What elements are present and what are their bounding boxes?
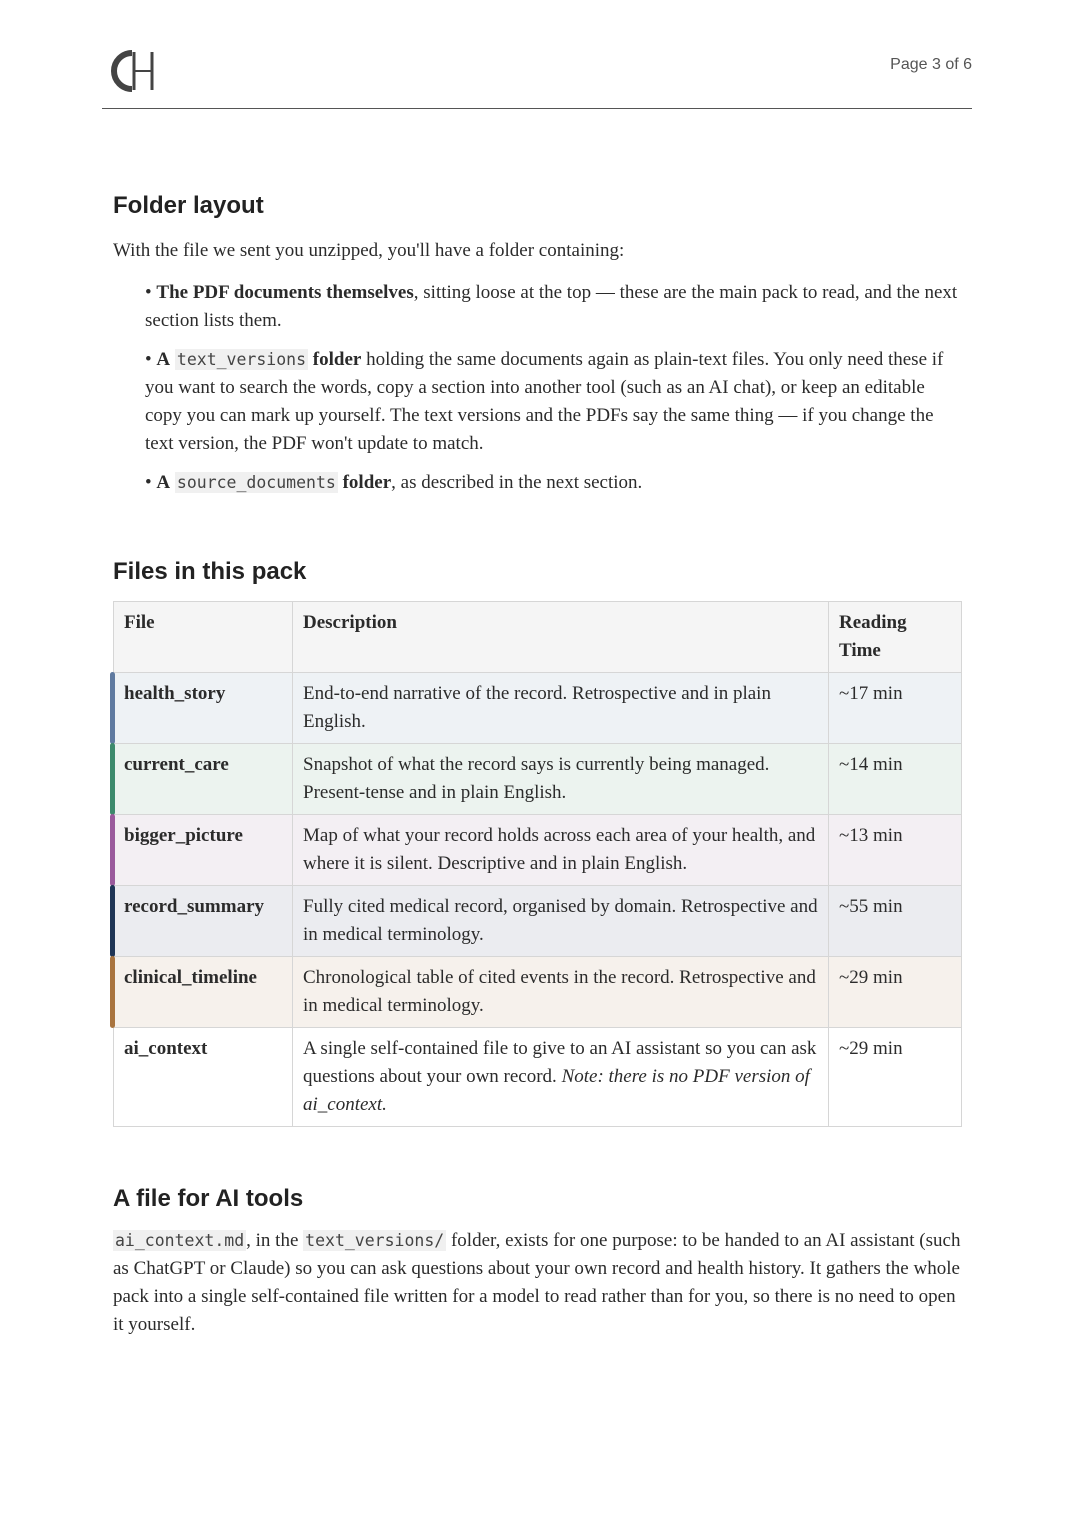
column-header-reading-time: Reading Time bbox=[829, 601, 962, 672]
files-table bbox=[113, 601, 962, 1127]
table-header-row bbox=[114, 601, 962, 672]
reading-time: ~55 min bbox=[839, 895, 903, 917]
accent-stripe bbox=[110, 814, 115, 886]
folder-layout-intro: With the file we sent you unzipped, you'll have a folder containing: bbox=[113, 239, 625, 261]
reading-time-cell bbox=[829, 814, 962, 885]
file-name: clinical_timeline bbox=[124, 966, 257, 988]
accent-stripe bbox=[110, 743, 115, 815]
column-header-description: Description bbox=[293, 601, 829, 672]
bullet-bold-a: A bbox=[156, 348, 171, 370]
list-item bbox=[145, 346, 963, 458]
file-name-cell bbox=[114, 956, 293, 1027]
description-text: Chronological table of cited events in the record. Retrospective and in medical terminology. bbox=[303, 966, 816, 1016]
files-table-body bbox=[114, 672, 962, 1126]
bullet-marker: • bbox=[145, 281, 152, 303]
page-content bbox=[113, 192, 963, 1339]
files-pack-section bbox=[113, 558, 963, 1127]
folder-name-code: source_documents bbox=[176, 472, 336, 492]
reading-time-cell bbox=[829, 1027, 962, 1126]
file-name-cell bbox=[114, 885, 293, 956]
folder-name-code: text_versions/ bbox=[305, 1231, 445, 1251]
ai-tools-section bbox=[113, 1185, 963, 1340]
description-text: Snapshot of what the record says is currently being managed. Present-tense and in plain English. bbox=[303, 753, 770, 803]
bullet-bold-tail: folder bbox=[342, 471, 392, 493]
reading-time-cell bbox=[829, 885, 962, 956]
table-row bbox=[114, 814, 962, 885]
description-text: Fully cited medical record, organised by domain. Retrospective and in medical terminology. bbox=[303, 895, 818, 945]
folder-contents-list bbox=[113, 279, 963, 497]
file-name-cell bbox=[114, 672, 293, 743]
file-name: ai_context bbox=[124, 1037, 208, 1059]
table-row bbox=[114, 885, 962, 956]
reading-time-cell bbox=[829, 956, 962, 1027]
file-name: bigger_picture bbox=[124, 824, 243, 846]
bullet-marker: • bbox=[145, 348, 152, 370]
description-cell bbox=[293, 1027, 829, 1126]
paragraph-text: , in the bbox=[246, 1230, 304, 1252]
bullet-bold-tail: folder bbox=[312, 348, 362, 370]
description-note: Note: there is no PDF version of ai_context. bbox=[303, 1065, 810, 1115]
accent-stripe bbox=[110, 956, 115, 1028]
table-row bbox=[114, 956, 962, 1027]
bullet-text: holding the same documents again as plain-text files. You only need these if you want to search the words, copy a section into another tool (such as an AI chat), or keep an editable copy you can mark up yourself. The text versions and the PDFs say the same thing — if you change the text version, the PDF won't update to match. bbox=[145, 348, 944, 454]
table-row bbox=[114, 743, 962, 814]
list-item bbox=[145, 469, 963, 497]
description-cell bbox=[293, 885, 829, 956]
paragraph-text: folder, exists for one purpose: to be handed to an AI assistant (such as ChatGPT or Claude) so you can ask questions about your own record and health history. It gathers the whole pack into a single self-contained file written for a model to read rather than for you, so there is no need to open it yourself. bbox=[113, 1230, 961, 1336]
ai-tools-heading: A file for AI tools bbox=[113, 1184, 304, 1212]
table-row bbox=[114, 672, 962, 743]
file-name-cell bbox=[114, 1027, 293, 1126]
description-cell bbox=[293, 672, 829, 743]
folder-name-code: text_versions bbox=[176, 349, 307, 369]
bullet-bold-a: A bbox=[156, 471, 171, 493]
file-name-cell bbox=[114, 743, 293, 814]
file-name: record_summary bbox=[124, 895, 265, 917]
reading-time: ~29 min bbox=[839, 1037, 903, 1059]
page-header bbox=[102, 40, 972, 109]
reading-time-cell bbox=[829, 672, 962, 743]
logo bbox=[104, 48, 160, 94]
column-header-file: File bbox=[114, 601, 293, 672]
bullet-text: , as described in the next section. bbox=[391, 471, 643, 493]
list-item bbox=[145, 279, 963, 335]
file-name: current_care bbox=[124, 753, 229, 775]
description-cell bbox=[293, 814, 829, 885]
reading-time: ~13 min bbox=[839, 824, 903, 846]
bullet-marker: • bbox=[145, 471, 152, 493]
description-text: Map of what your record holds across each area of your health, and where it is silent. Descriptive and in plain English. bbox=[303, 824, 816, 874]
description-text: A single self-contained file to give to an AI assistant so you can ask questions about your own record. bbox=[303, 1037, 817, 1087]
reading-time: ~14 min bbox=[839, 753, 903, 775]
page-number: Page 3 of 6 bbox=[890, 56, 972, 73]
bullet-text: , sitting loose at the top — these are the main pack to read, and the next section lists them. bbox=[145, 281, 958, 331]
file-name: health_story bbox=[124, 682, 226, 704]
reading-time: ~29 min bbox=[839, 966, 903, 988]
folder-layout-section bbox=[113, 192, 963, 497]
file-name-code: ai_context.md bbox=[115, 1231, 245, 1251]
reading-time-cell bbox=[829, 743, 962, 814]
ai-tools-paragraph bbox=[113, 1227, 963, 1339]
reading-time: ~17 min bbox=[839, 682, 903, 704]
description-cell bbox=[293, 743, 829, 814]
folder-layout-heading: Folder layout bbox=[113, 192, 264, 219]
file-name-cell bbox=[114, 814, 293, 885]
accent-stripe bbox=[110, 885, 115, 957]
description-cell bbox=[293, 956, 829, 1027]
bullet-bold-lead: The PDF documents themselves bbox=[156, 281, 414, 303]
files-pack-heading: Files in this pack bbox=[113, 557, 307, 585]
table-row bbox=[114, 1027, 962, 1126]
description-text: End-to-end narrative of the record. Retrospective and in plain English. bbox=[303, 682, 771, 732]
accent-stripe bbox=[110, 672, 115, 744]
